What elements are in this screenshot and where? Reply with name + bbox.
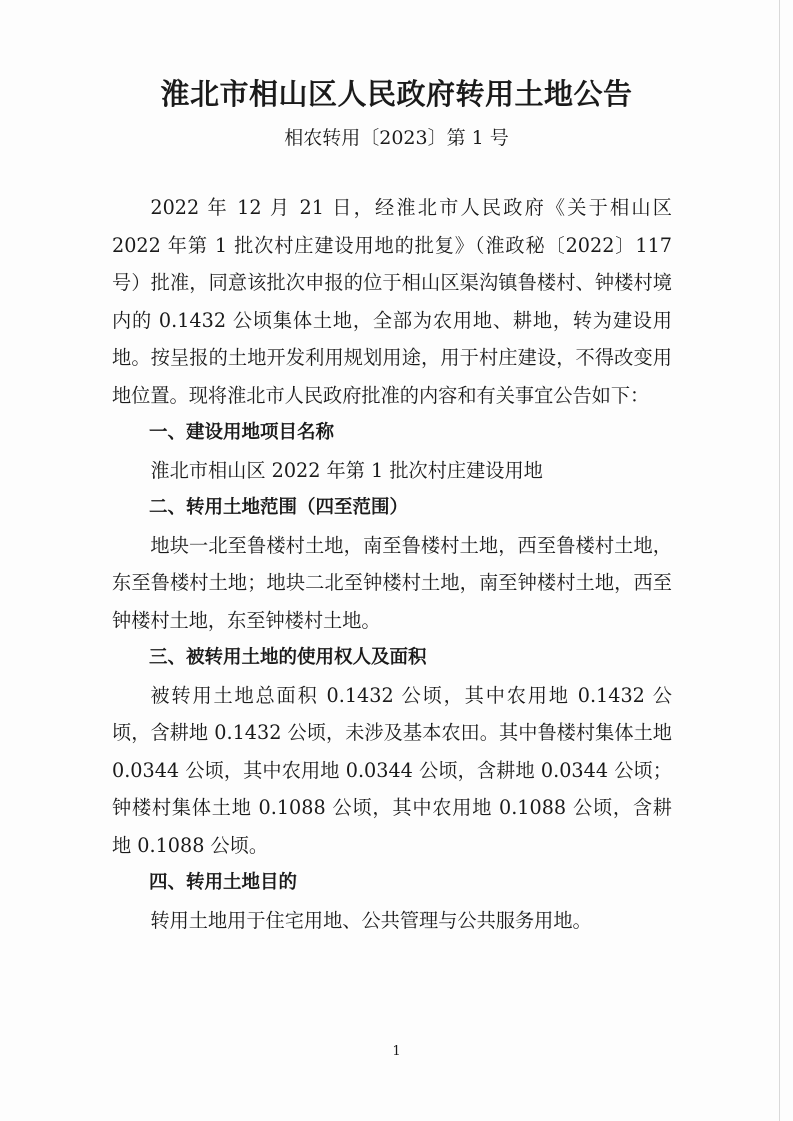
section-1-heading: 一、建设用地项目名称 <box>149 422 335 443</box>
page-number: 1 <box>392 1044 401 1059</box>
section-3-heading: 三、被转用土地的使用权人及面积 <box>149 647 427 668</box>
section-2-heading: 二、转用土地范围（四至范围） <box>149 497 409 518</box>
section-2-text: 地块一北至鲁楼村土地，南至鲁楼村土地，西至鲁楼村土地，东至鲁楼村土地；地块二北至钟楼村土地，南至钟楼村土地，西至钟楼村土地，东至钟楼村土地。 <box>112 533 672 632</box>
scan-edge-line <box>779 0 780 1121</box>
intro-paragraph: 2022 年 12 月 21 日，经淮北市人民政府《关于相山区 2022 年第 1 批次村庄建设用地的批复》（淮政秘〔2022〕117 号）批准，同意该批次申报的位于相山区渠沟镇鲁楼村、钟楼村境内的 0.1432 公顷集体土地，全部为农用地、耕地，转为建设用地。按呈报的土地开发利用规划用途，用于村庄建设，不得改变用地位置。现将淮北市人民政府批准的内容和有关事宜公告如下： <box>112 196 672 407</box>
document-number: 相农转用〔2023〕第 1 号 <box>284 127 509 149</box>
notice-title: 淮北市相山区人民政府转用土地公告 <box>160 77 633 111</box>
section-4-text: 转用土地用于住宅用地、公共管理与公共服务用地。 <box>150 908 592 932</box>
section-3-text: 被转用土地总面积 0.1432 公顷，其中农用地 0.1432 公顷，含耕地 0.1432 公顷，未涉及基本农田。其中鲁楼村集体土地 0.0344 公顷，其中农用地 0.0344 公顷，含耕地 0.0344 公顷；钟楼村集体土地 0.1088 公顷，其中农用地 0.1088 公顷，含耕地 0.1088 公顷。 <box>112 683 672 857</box>
notice-body <box>112 189 672 939</box>
section-4-heading: 四、转用土地目的 <box>149 872 298 893</box>
section-1-text: 淮北市相山区 2022 年第 1 批次村庄建设用地 <box>150 458 543 482</box>
